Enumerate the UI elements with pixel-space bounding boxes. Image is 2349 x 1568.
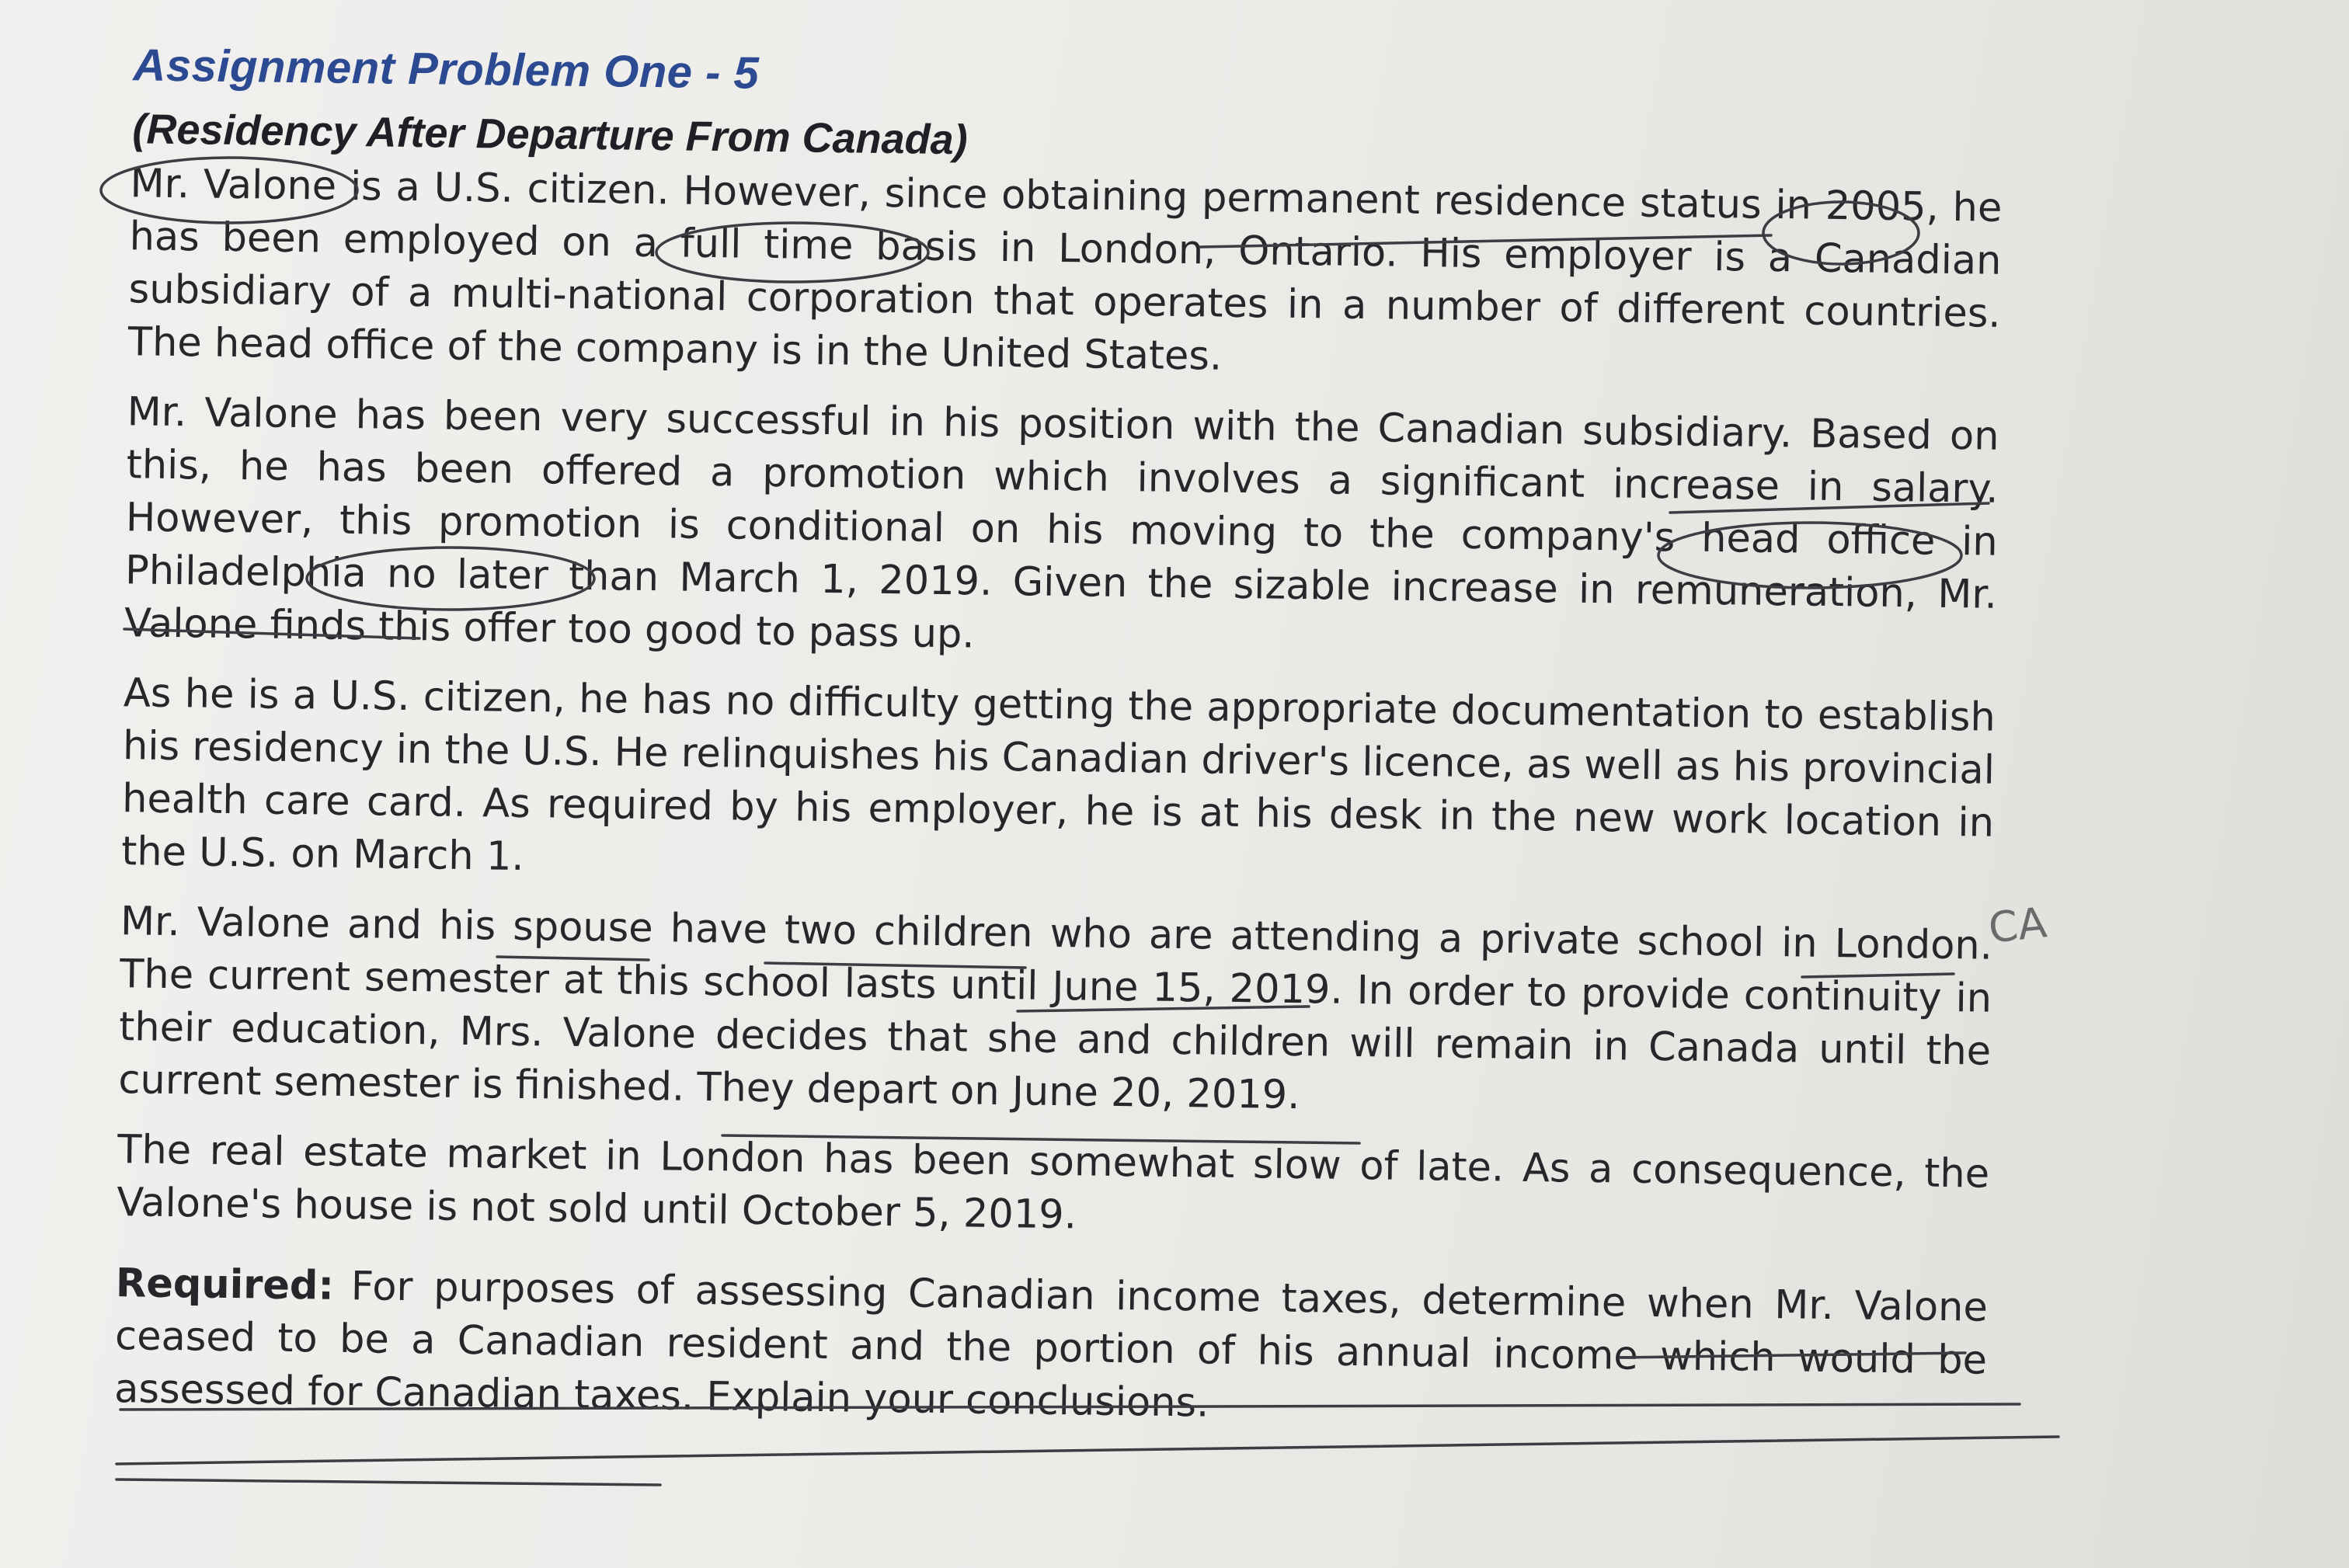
underline-mark-required-4 xyxy=(117,1479,660,1485)
paragraph-2: Mr. Valone has been very successful in his position with the Canadian subsidiary. Based on this, he has been offered a promotion which involves a significant increase in salary. However, this promotion is conditional on his moving to the company's head office in Philadelphia no later than March 1, 2019. Given the sizable increase in remuneration, Mr. Valone finds this offer too good to pass up. xyxy=(124,389,1999,658)
required-label: Required: xyxy=(115,1260,335,1309)
problem-subtitle: (Residency After Departure From Canada) xyxy=(132,106,969,164)
required-section xyxy=(114,1257,1988,1441)
problem-content xyxy=(99,39,2004,1458)
paragraph-4: Mr. Valone and his spouse have two children who are attending a private school in London. The current semester at this school lasts until June 15, 2019. In order to provide continuity in their education, Mrs. Valone decides that she and children will remain in Canada until the current semester is finished. They depart on June 20, 2019. xyxy=(118,899,1993,1119)
problem-title: Assignment Problem One - 5 xyxy=(133,40,760,99)
handwritten-annotation: CA xyxy=(1985,898,2049,953)
paragraph-1: Mr. Valone is a U.S. citizen. However, since obtaining permanent residence status in 2005, he has been employed on a full time basis in London, Ontario. His employer is a Canadian subsidiary of a multi-national corporation that operates in a number of different countries. The head office of the company is in the United States. xyxy=(127,161,2003,380)
required-text: For purposes of assessing Canadian income taxes, determine when Mr. Valone ceased to be a Canadian resident and the portion of his annual income which would be assessed for Canadian taxes. Explain your conclusions. xyxy=(113,1264,1989,1427)
paragraph-5: The real estate market in London has been somewhat slow of late. As a consequence, the Valone's house is not sold until October 5, 2019. xyxy=(116,1127,1990,1239)
paragraph-3: As he is a U.S. citizen, he has no difficulty getting the appropriate documentation to establish his residency in the U.S. He relinquishes his Canadian driver's licence, as well as his provincial health care card. As required by his employer, he is at his desk in the new work location in the U.S. on March 1. xyxy=(120,670,1996,880)
